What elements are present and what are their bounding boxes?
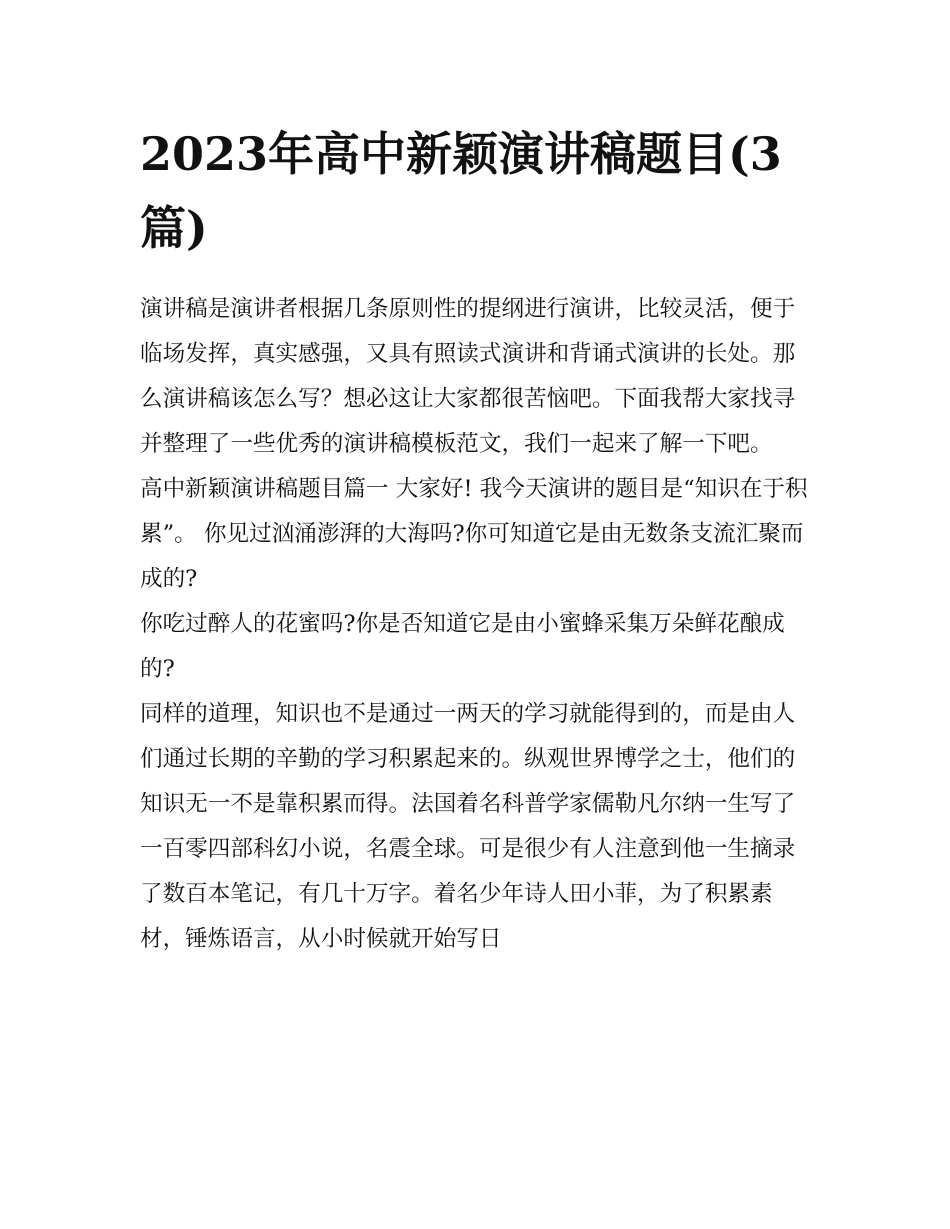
- paragraph-knowledge-accumulation: 同样的道理，知识也不是通过一两天的学习就能得到的，而是由人们通过长期的辛勤的学习积累起来的。纵观世界博学之士，他们的知识无一不是靠积累而得。法国着名科普学家儒勒凡尔纳一生写了一百零四部科幻小说，名震全球。可是很少有人注意到他一生摘录了数百本笔记，有几十万字。着名少年诗人田小菲，为了积累素材，锤炼语言，从小时候就开始写日: [140, 701, 796, 952]
- paragraph-intro: 演讲稿是演讲者根据几条原则性的提纲进行演讲，比较灵活，便于临场发挥，真实感强，又具有照读式演讲和背诵式演讲的长处。那么演讲稿该怎么写？想必这让大家都很苦恼吧。下面我帮大家找寻并整理了一些优秀的演讲稿模板范文，我们一起来了解一下吧。: [140, 296, 796, 457]
- paragraph-nectar-question: 你吃过醉人的花蜜吗?你是否知道它是由小蜜蜂采集万朵鲜花酿成的?: [140, 611, 785, 682]
- document-body: [140, 287, 812, 962]
- document-page: [140, 0, 812, 1229]
- document-title: 2023年高中新颖演讲稿题目(3篇): [140, 127, 782, 255]
- paragraph-speech-one-opening: 高中新颖演讲稿题目篇一 大家好! 我今天演讲的题目是“知识在于积累”。 你见过汹涌澎湃的大海吗?你可知道它是由无数条支流汇聚而成的?: [140, 476, 808, 592]
